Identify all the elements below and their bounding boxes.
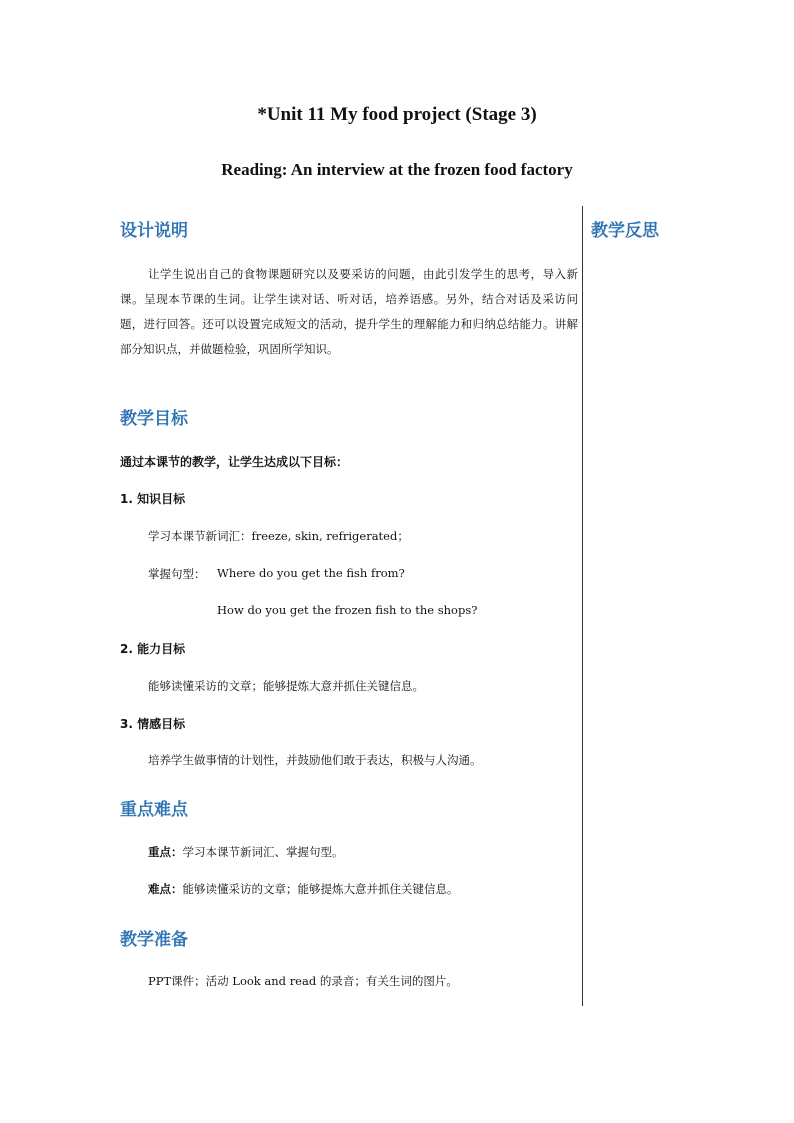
vocab-line: 学习本课节新词汇：freeze, skin, refrigerated；: [148, 529, 409, 543]
key-text: 学习本课节新词汇、掌握句型。: [182, 845, 344, 859]
keypoints-heading: 重点难点: [120, 800, 188, 820]
sentence-2: How do you get the frozen fish to the shops?: [217, 603, 478, 617]
difficulty-line: [148, 881, 459, 897]
design-text: 让学生说出自己的食物课题研究以及要采访的问题，由此引发学生的思考，导入新课。呈现本节课的生词。让学生读对话、听对话，培养语感。另外，结合对话及采访问题，进行回答。还可以设置完成短文的活动，提升学生的理解能力和归纳总结能力。讲解部分知识点，并做题检验，巩固所学知识。: [120, 267, 578, 356]
key-label: 重点：: [148, 845, 183, 859]
emotion-title: 3. 情感目标: [120, 717, 186, 731]
sentence-1: Where do you get the fish from?: [217, 566, 405, 580]
difficulty-text: 能够读懂采访的文章；能够提炼大意并抓住关键信息。: [182, 882, 459, 896]
column-divider: [582, 206, 583, 1006]
emotion-text: 培养学生做事情的计划性，并鼓励他们敢于表达，积极与人沟通。: [148, 753, 482, 767]
reflection-heading: 教学反思: [591, 221, 659, 241]
goals-intro: 通过本课节的教学，让学生达成以下目标：: [120, 455, 349, 469]
goals-heading: 教学目标: [120, 409, 188, 429]
prep-text: PPT课件；活动 Look and read 的录音；有关生词的图片。: [148, 974, 458, 988]
sentence-label: 掌握句型：: [148, 567, 206, 581]
page-title: *Unit 11 My food project (Stage 3): [257, 104, 537, 125]
ability-text: 能够读懂采访的文章；能够提炼大意并抓住关键信息。: [148, 679, 424, 693]
prep-heading: 教学准备: [120, 930, 188, 950]
ability-title: 2. 能力目标: [120, 642, 186, 656]
difficulty-label: 难点：: [148, 882, 183, 896]
key-line: [148, 844, 344, 860]
page-subtitle: Reading: An interview at the frozen food factory: [221, 160, 573, 179]
knowledge-title: 1. 知识目标: [120, 492, 186, 506]
design-heading: 设计说明: [120, 221, 188, 241]
